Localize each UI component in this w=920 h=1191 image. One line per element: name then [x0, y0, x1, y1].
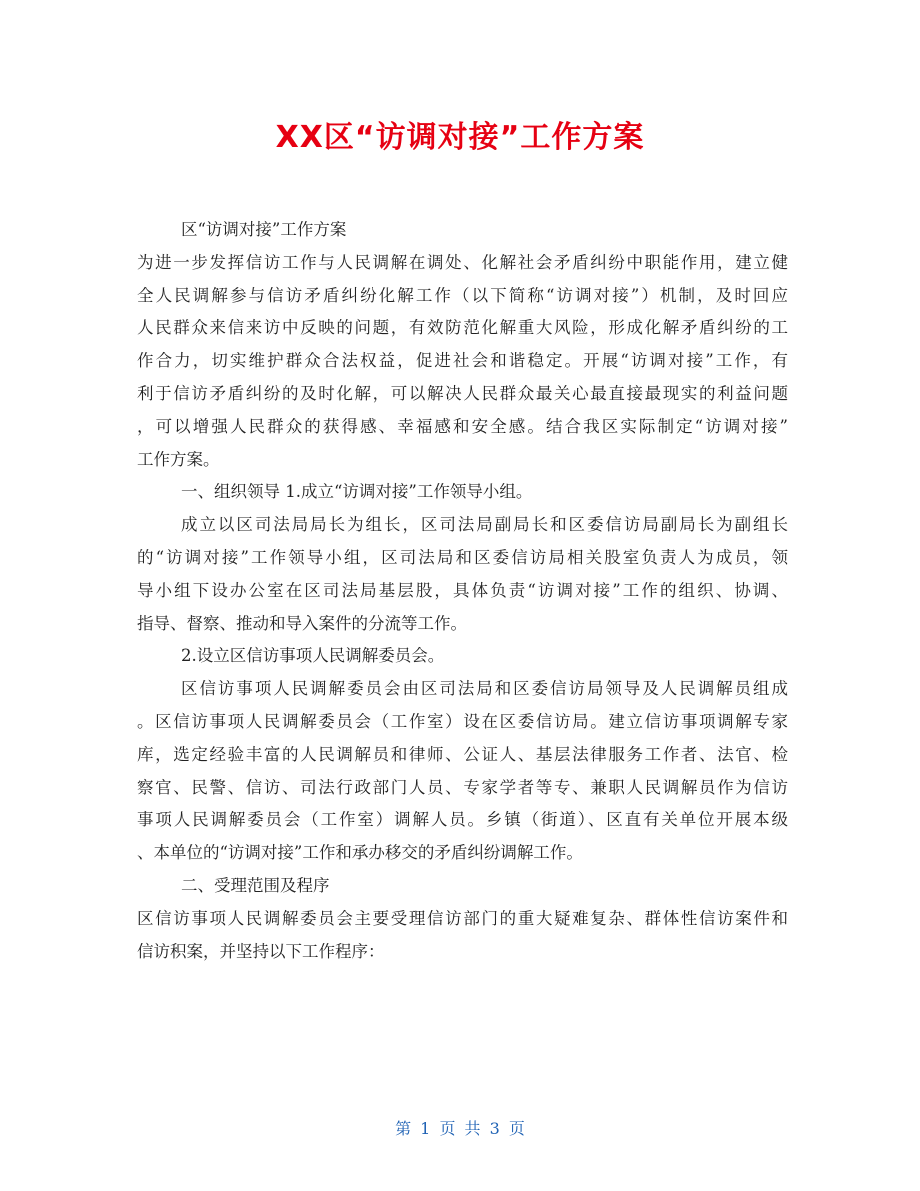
body-line: 区“访调对接”工作方案 [181, 220, 347, 239]
section-heading: 二、受理范围及程序 [181, 875, 330, 895]
body-line: 。区信访事项人民调解委员会（工作室）设在区委信访局。建立信访事项调解专家 [137, 711, 788, 731]
body-line: 、本单位的“访调对接”工作和承办移交的矛盾纠纷调解工作。 [137, 843, 583, 863]
body-line: 事项人民调解委员会（工作室）调解人员。乡镇（街道）、区直有关单位开展本级 [137, 810, 788, 830]
body-line: 信访积案，并坚持以下工作程序： [137, 941, 385, 961]
body-line: ，可以增强人民群众的获得感、幸福感和安全感。结合我区实际制定“访调对接” [137, 416, 788, 436]
section-heading: 2.设立区信访事项人民调解委员会。 [181, 646, 445, 666]
body-line: 人民群众来信来访中反映的问题，有效防范化解重大风险，形成化解矛盾纠纷的工 [137, 318, 788, 338]
body-line: 指导、督察、推动和导入案件的分流等工作。 [137, 613, 467, 633]
body-line: 利于信访矛盾纠纷的及时化解，可以解决人民群众最关心最直接最现实的利益问题 [137, 383, 788, 403]
document-body [137, 214, 788, 968]
document-title: XX区“访调对接”工作方案 [275, 120, 645, 155]
body-line: 工作方案。 [137, 449, 220, 469]
body-line: 全人民调解参与信访矛盾纠纷化解工作（以下简称“访调对接”）机制，及时回应 [137, 285, 788, 305]
section-heading: 一、组织领导 1.成立“访调对接”工作领导小组。 [181, 482, 533, 502]
body-line: 区信访事项人民调解委员会主要受理信访部门的重大疑难复杂、群体性信访案件和 [137, 908, 788, 928]
body-line: 作合力，切实维护群众合法权益，促进社会和谐稳定。开展“访调对接”工作，有 [137, 351, 788, 371]
body-line: 库，选定经验丰富的人民调解员和律师、公证人、基层法律服务工作者、法官、检 [137, 744, 788, 764]
page-footer: 第 1 页 共 3 页 [395, 1119, 525, 1138]
body-line: 导小组下设办公室在区司法局基层股，具体负责“访调对接”工作的组织、协调、 [137, 580, 788, 600]
body-line: 的“访调对接”工作领导小组，区司法局和区委信访局相关股室负责人为成员，领 [137, 547, 788, 567]
body-line: 成立以区司法局局长为组长，区司法局副局长和区委信访局副局长为副组长 [181, 515, 788, 535]
body-line: 区信访事项人民调解委员会由区司法局和区委信访局领导及人民调解员组成 [181, 679, 788, 699]
body-line: 为进一步发挥信访工作与人民调解在调处、化解社会矛盾纠纷中职能作用，建立健 [137, 252, 788, 272]
body-line: 察官、民警、信访、司法行政部门人员、专家学者等专、兼职人民调解员作为信访 [137, 777, 788, 797]
